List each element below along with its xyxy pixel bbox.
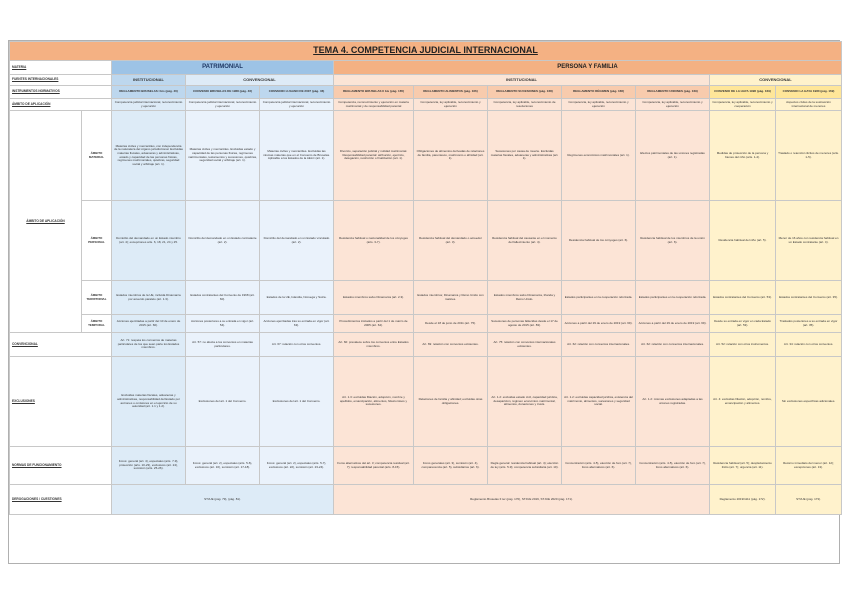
instrumento-cell: CONVENIO BRUSELAS DE 1968 (pág. 46) <box>186 86 260 99</box>
instrumento-cell: CONVENIO DE LA HAYA 1996 (pág. 169) <box>710 86 776 99</box>
normas-row <box>10 447 842 485</box>
table-cell: Materias civiles y mercantiles. Excluidas estado y capacidad de las personas físicas, regímenes matrimoniales, testamentos y sucesiones, quiebras, seguridad social y arbitraje (art. 1). <box>186 111 260 201</box>
table-cell: Estados participantes en la cooperación reforzada. <box>562 281 636 315</box>
table-cell: Art. 1.3: excluidas filiación, adopción, nombre y apellidos, emancipación, alimentos, fideicomisos y sucesiones. <box>334 357 414 447</box>
table-cell: Foros alternativos del art. 3; competencia residual (art. 7); responsabilidad parental (arts. 8-15). <box>334 447 414 485</box>
table-cell: Materias civiles y mercantiles, con independencia de la naturaleza del órgano jurisdiccional. Excluidas materias fiscales, aduaneras y administrativas, estado y capacidad de las personas físicas, regímenes matrimoniales, quiebras, seguridad social y arbitraje (art. 1). <box>112 111 186 201</box>
table-cell: STJUE (pág. 79), (pág. 81). <box>112 485 334 515</box>
table-cell: Art. 52: relación con otros instrumentos. <box>710 333 776 357</box>
familia-header: PERSONA Y FAMILIA <box>334 61 842 75</box>
materia-label: MATERIA <box>10 61 112 75</box>
spreadsheet-sheet <box>8 40 840 564</box>
table-cell: Residencia habitual del niño (art. 5). <box>710 201 776 281</box>
instrumentos-row <box>10 86 842 99</box>
table-cell: Domicilio del demandado en un Estado contratante (art. 2). <box>186 201 260 281</box>
table-cell: Traslado o retención ilícitos de menores (arts. 1-5). <box>776 111 842 201</box>
table-cell: Competencia, ley aplicable, reconocimiento y ejecución <box>562 99 636 111</box>
table-cell: Materias civiles y mercantiles. Excluidas las mismas materias que en el Convenio de Bruselas. Aplicable a los Estados de la AELC (art. 1). <box>260 111 334 201</box>
table-cell: Sucesiones por causa de muerte. Excluidas materias fiscales, aduaneras y administrativas (art. 1). <box>488 111 562 201</box>
table-cell: Desde su entrada en vigor en cada Estado (art. 53). <box>710 315 776 333</box>
table-cell: Reglamento Bruselas II ter (pág. 170), STJUE 2019, STJUE 2020 (pág. 171). <box>334 485 710 515</box>
familia-institucional: INSTITUCIONAL <box>334 75 710 86</box>
table-cell: Domicilio del demandado en un Estado miembro (art. 4); excepciones arts. 6, 18, 21, 24 y 25. <box>112 201 186 281</box>
table-cell: Acciones posteriores a su entrada en vigor (art. 54). <box>186 315 260 333</box>
ambito-label: ÁMBITO DE APLICACIÓN <box>10 99 112 111</box>
derogacion-row <box>10 485 842 515</box>
instrumento-cell: CONVENIO LUGANO DE 2007 (pág. 46) <box>260 86 334 99</box>
table-cell: Foros: general (art. 2), especiales (arts. 5-6), exclusivos (art. 16), sumisión (art. 17-18). <box>186 447 260 485</box>
ambito-row <box>10 99 842 111</box>
table-cell: Estados contratantes del Convenio (art. 53). <box>710 281 776 315</box>
table-cell: STJUE (pág. 173). <box>776 485 842 515</box>
table-cell: Art. 69: relación con convenios existentes. <box>414 333 488 357</box>
table-cell: Residencia habitual del demandado o acreedor (art. 3). <box>414 201 488 281</box>
table-cell: Art. 34: relación con otros convenios. <box>776 333 842 357</box>
table-cell: Art. 57: no afecta a los convenios en materias particulares. <box>186 333 260 357</box>
page-title: TEMA 4. COMPETENCIA JUDICIAL INTERNACIONAL <box>10 42 842 61</box>
table-cell: Desde el 18 de junio de 2011 (art. 75). <box>414 315 488 333</box>
table-cell: Retorno inmediato del menor (art. 12); excepciones (art. 13). <box>776 447 842 485</box>
temporal-label: ÁMBITO TEMPORAL <box>82 315 112 333</box>
convencional-label: CONVENCIONAL <box>10 333 112 357</box>
table-cell: Estados participantes en la cooperación reforzada. <box>636 281 710 315</box>
table-cell: Menor de 16 años con residencia habitual en un Estado contratante (art. 4). <box>776 201 842 281</box>
competencia-table <box>9 41 842 515</box>
table-cell: Residencia habitual (art. 5); desplazamiento ilícito (art. 7); urgencia (art. 11). <box>710 447 776 485</box>
table-cell: Competencia judicial internacional, reconocimiento y ejecución <box>186 99 260 111</box>
normas-label: NORMAS DE FUNCIONAMIENTO <box>10 447 112 485</box>
table-cell: Estados contratantes del Convenio de 1968 (art. 60). <box>186 281 260 315</box>
table-cell: Art. 62: relación con convenios internacionales. <box>562 333 636 357</box>
instrumentos-label: INSTRUMENTOS NORMATIVOS <box>10 86 112 99</box>
table-cell: Sucesiones de personas fallecidas desde el 17 de agosto de 2015 (art. 83). <box>488 315 562 333</box>
title-row <box>10 42 842 61</box>
instrumento-cell: REGLAMENTO RÉGIMEN (pág. 168) <box>562 86 636 99</box>
instrumento-cell: REGLAMENTO UNIONES (pág. 169) <box>636 86 710 99</box>
table-cell: Aspectos civiles de la sustracción internacional de menores <box>776 99 842 111</box>
table-cell: Competencia, ley aplicable, reconocimiento de resoluciones <box>488 99 562 111</box>
table-cell: Acciones ejercitadas tras su entrada en vigor (art. 63). <box>260 315 334 333</box>
fuentes-row <box>10 75 842 86</box>
table-cell: Medidas de protección de la persona y bienes del niño (arts. 1-4). <box>710 111 776 201</box>
table-cell: Residencia habitual de los miembros de la unión (art. 6). <box>636 201 710 281</box>
table-cell: Art. 75: relación con convenios internacionales existentes. <box>488 333 562 357</box>
instrumento-cell: REGLAMENTO ALIMENTOS (pág. 166) <box>414 86 488 99</box>
convencional-row <box>10 333 842 357</box>
materia-row <box>10 61 842 75</box>
instrumento-cell: REGLAMENTO BRUSELAS II bis (pág. 165) <box>334 86 414 99</box>
derogacion-label: DEROGACIONES / CUESTIONES <box>10 485 112 515</box>
table-cell: Art. 1.2: excluidas estado civil, capacidad jurídica, desaparición, régimen económico matrimonial, alimentos, donaciones y trusts. <box>488 357 562 447</box>
table-cell: Exclusiones del art. 1 del Convenio. <box>186 357 260 447</box>
aplicacion-label: ÁMBITO DE APLICACIÓN <box>10 111 82 333</box>
table-cell: Estados miembros; Dinamarca y Reino Unido con matices. <box>414 281 488 315</box>
table-cell: Regímenes económicos matrimoniales (art. 1). <box>562 111 636 201</box>
patrimonial-convencional: CONVENCIONAL <box>186 75 334 86</box>
table-cell: Traslados posteriores a su entrada en vigor (art. 35). <box>776 315 842 333</box>
territorial-row <box>10 281 842 315</box>
table-cell: Domicilio del demandado en un Estado vinculado (art. 2). <box>260 201 334 281</box>
table-cell: Estados miembros salvo Dinamarca, Irlanda y Reino Unido. <box>488 281 562 315</box>
personal-row <box>10 201 842 281</box>
table-cell: Concentración (arts. 4-5), elección de foro (art. 7), foros alternativos (art. 6). <box>562 447 636 485</box>
table-cell: Procedimientos iniciados a partir del 1 de marzo de 2005 (art. 64). <box>334 315 414 333</box>
table-cell: Residencia habitual de los cónyuges (art. 6). <box>562 201 636 281</box>
table-cell: Acciones a partir del 29 de enero de 2019 (art. 69). <box>562 315 636 333</box>
table-cell: Competencia, ley aplicable, reconocimiento y ejecución <box>414 99 488 111</box>
table-cell: Acciones ejercitadas a partir del 10 de enero de 2015 (art. 66). <box>112 315 186 333</box>
table-cell: Residencia habitual o nacionalidad de los cónyuges (arts. 3-7). <box>334 201 414 281</box>
patrimonial-header: PATRIMONIAL <box>112 61 334 75</box>
table-cell: Estados contratantes del Convenio (art. 35). <box>776 281 842 315</box>
table-cell: Regla general: residencia habitual (art. 4); elección de ley (arts. 5-9); competencia subsidiaria (art. 10). <box>488 447 562 485</box>
excluidos-label: EXCLUSIONES <box>10 357 112 447</box>
table-cell: Acciones a partir del 29 de enero de 2019 (art. 69). <box>636 315 710 333</box>
table-cell: Excluidas materias fiscales, aduaneras y administrativas, responsabilidad del Estado por acciones u omisiones en el ejercicio de su autoridad (art. 1.1 y 1.2). <box>112 357 186 447</box>
instrumento-cell: CONVENIO LA HAYA 1980 (pág. 169) <box>776 86 842 99</box>
table-cell: Divorcio, separación judicial y nulidad matrimonial. Responsabilidad parental: atribución, ejercicio, delegación, restricción o finalización (art. 1). <box>334 111 414 201</box>
territorial-label: ÁMBITO TERRITORIAL <box>82 281 112 315</box>
table-cell: Reglamento 2019/1111 (pág. 172). <box>710 485 776 515</box>
patrimonial-institucional: INSTITUCIONAL <box>112 75 186 86</box>
table-cell: Art. 71: respeta los convenios de materias particulares de los que sean parte los Estados miembros. <box>112 333 186 357</box>
table-cell: Art. 1.2: mismas exclusiones adaptadas a las uniones registradas. <box>636 357 710 447</box>
temporal-row <box>10 315 842 333</box>
instrumento-cell: REGLAMENTO BRUSELAS I bis (pág. 40) <box>112 86 186 99</box>
table-cell: Exclusiones del art. 1 del Convenio. <box>260 357 334 447</box>
table-cell: Art. 4: excluidas filiación, adopción, nombre, emancipación y alimentos. <box>710 357 776 447</box>
instrumento-cell: REGLAMENTO SUCESIONES (pág. 168) <box>488 86 562 99</box>
table-cell: Residencia habitual del causante en el momento del fallecimiento (art. 4). <box>488 201 562 281</box>
table-cell: Relaciones de familia y afinidad; excluidas otras obligaciones. <box>414 357 488 447</box>
table-cell: Foros: general (art. 4), especiales (arts. 7-9), protección (arts. 10-23), exclusivos (art. 24), sumisión (arts. 25-26). <box>112 447 186 485</box>
material-row <box>10 111 842 201</box>
table-cell: Estados de la UE, Islandia, Noruega y Suiza. <box>260 281 334 315</box>
table-cell: Competencia judicial internacional, reconocimiento y ejecución <box>112 99 186 111</box>
table-cell: Competencia, reconocimiento y ejecución en materia matrimonial y de responsabilidad parental <box>334 99 414 111</box>
table-cell: Art. 62: relación con convenios internacionales. <box>636 333 710 357</box>
table-cell: Estados miembros salvo Dinamarca (art. 2.3). <box>334 281 414 315</box>
table-cell: Efectos patrimoniales de las uniones registradas (art. 1). <box>636 111 710 201</box>
table-cell: Art. 1.2: excluidas capacidad jurídica, existencia del matrimonio, alimentos, sucesiones y seguridad social. <box>562 357 636 447</box>
table-cell: Competencia, ley aplicable, reconocimiento y ejecución <box>636 99 710 111</box>
table-cell: Competencia judicial internacional, reconocimiento y ejecución <box>260 99 334 111</box>
table-cell: Art. 60: prevalece sobre los convenios entre Estados miembros. <box>334 333 414 357</box>
table-cell: Foros: general (art. 2), especiales (arts. 5-7), exclusivos (art. 22), sumisión (art. 23-24). <box>260 447 334 485</box>
fuentes-label: FUENTES INTERNACIONALES <box>10 75 112 86</box>
personal-label: ÁMBITO PERSONAL <box>82 201 112 281</box>
table-cell: Obligaciones de alimentos derivadas de relaciones de familia, parentesco, matrimonio o afinidad (art. 1). <box>414 111 488 201</box>
table-cell: Foros generales (art. 3), sumisión (art. 4), comparecencia (art. 5), subsidiarios (art. 6). <box>414 447 488 485</box>
table-cell: Sin exclusiones específicas adicionales. <box>776 357 842 447</box>
table-cell: Concentración (arts. 4-5), elección de foro (art. 7), foros alternativos (art. 6). <box>636 447 710 485</box>
material-label: ÁMBITO MATERIAL <box>82 111 112 201</box>
table-cell: Art. 67: relación con otros convenios. <box>260 333 334 357</box>
table-cell: Competencia, ley aplicable, reconocimiento y cooperación <box>710 99 776 111</box>
familia-convencional: CONVENCIONAL <box>710 75 842 86</box>
excluidos-row <box>10 357 842 447</box>
table-cell: Estados miembros de la UE, incluida Dinamarca por acuerdo paralelo (art. 1.3). <box>112 281 186 315</box>
